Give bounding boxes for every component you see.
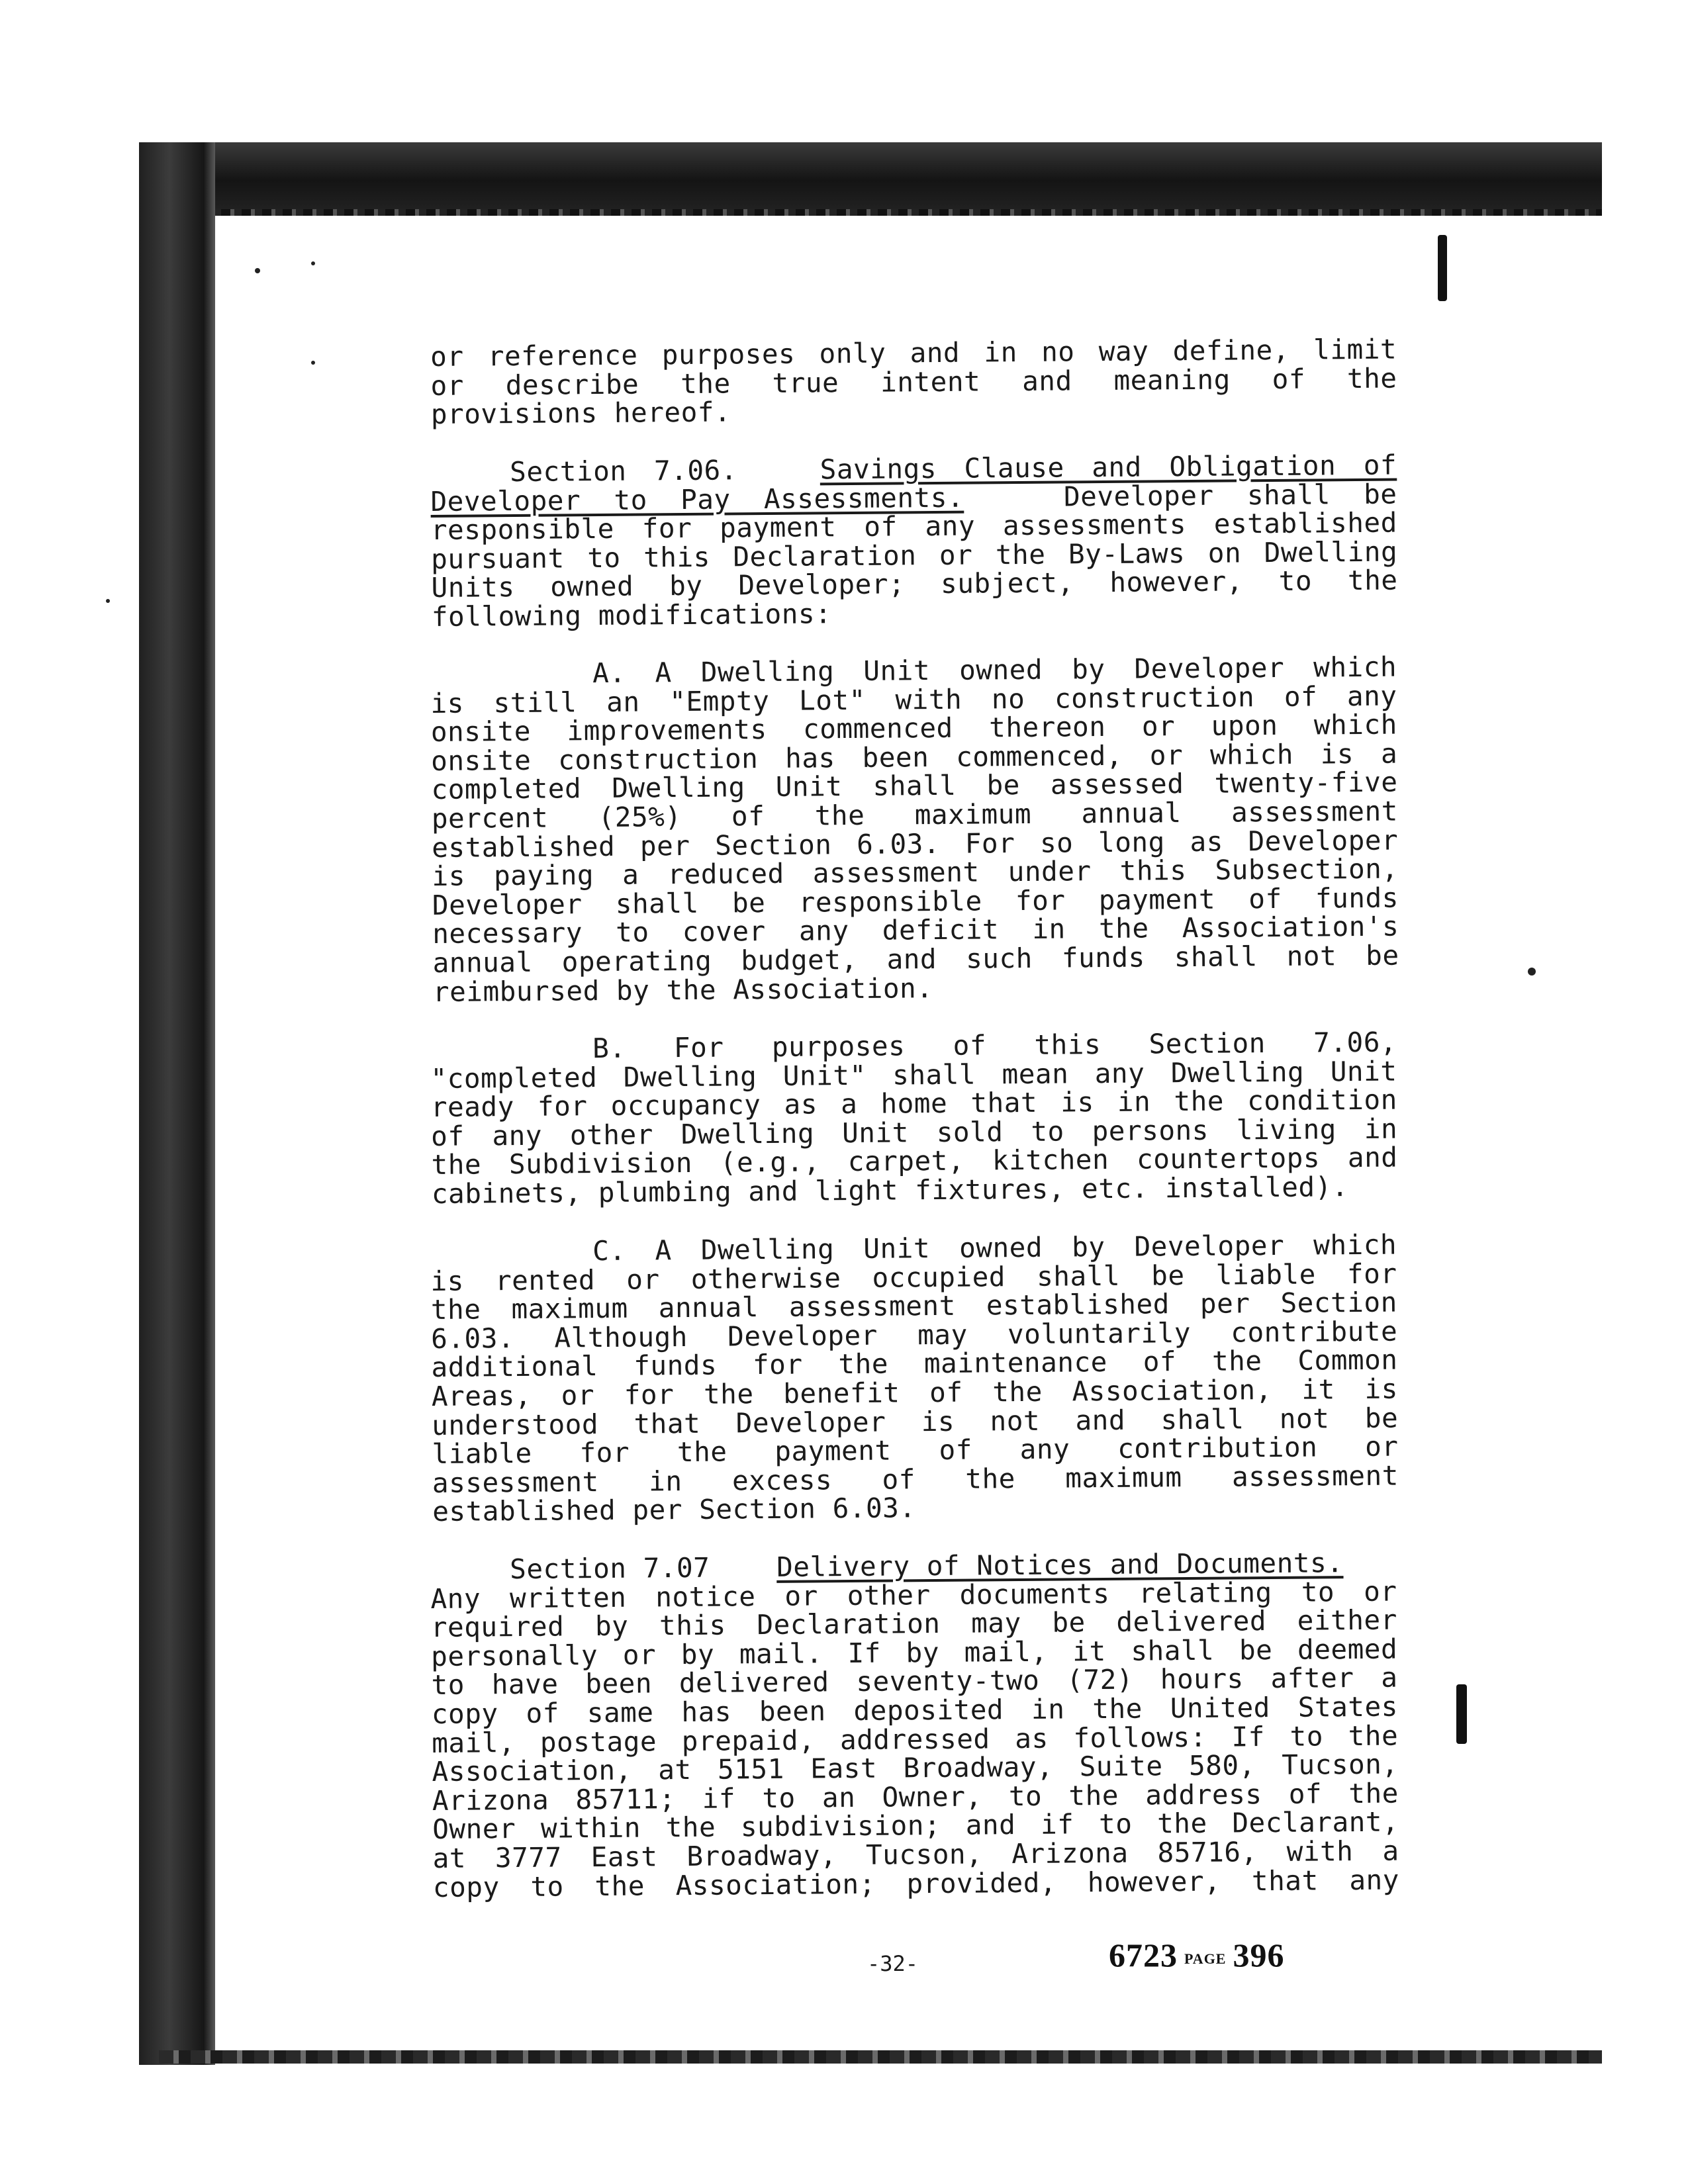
text-line: the maximum annual assessment established per Section	[430, 1286, 1397, 1326]
text-line: at 3777 East Broadway, Tucson, Arizona 85716, with a	[432, 1835, 1399, 1874]
text-line: percent (25%) of the maximum annual assessment	[431, 795, 1399, 835]
text-line: is paying a reduced assessment under this Subsection,	[432, 853, 1399, 893]
document-body	[430, 333, 1400, 1903]
text-line: liable for the payment of any contribution or	[432, 1430, 1399, 1471]
scan-speck	[255, 268, 260, 273]
text-line: following modifications:	[431, 597, 832, 633]
scan-speck	[311, 261, 315, 265]
page-number: -32-	[867, 1951, 919, 1976]
scan-speck	[106, 599, 110, 603]
text-line: copy to the Association; provided, however, that any	[432, 1864, 1400, 1903]
book-page-word: PAGE	[1184, 1950, 1227, 1967]
text-line: additional funds for the maintenance of the Common	[431, 1343, 1398, 1384]
text-line: of any other Dwelling Unit sold to persons living in	[431, 1113, 1398, 1153]
text-line: "completed Dwelling Unit" shall mean any Dwelling Unit	[430, 1055, 1397, 1095]
text-line: C. A Dwelling Unit owned by Developer which	[592, 1228, 1397, 1267]
section-heading: Developer to Pay Assessments.	[430, 481, 964, 518]
text-line: copy of same has been deposited in the United States	[431, 1690, 1399, 1730]
text-line: Developer to Pay Assessments. Developer shall be	[430, 477, 1397, 518]
text-line: responsible for payment of any assessments established	[430, 506, 1397, 546]
subsection-a	[430, 653, 1399, 1007]
scan-border-top	[139, 142, 1602, 212]
subsection-b	[430, 1028, 1398, 1209]
book-page-number: 396	[1233, 1936, 1285, 1974]
text-line: or describe the true intent and meaning of the	[430, 362, 1397, 402]
text-line: annual operating budget, and such funds shall not be	[432, 939, 1399, 979]
scan-speck	[311, 361, 315, 365]
section-heading: Savings Clause and Obligation of	[820, 449, 1397, 486]
text-line: provisions hereof.	[430, 396, 731, 431]
text-line: assessment in excess of the maximum assessment	[432, 1459, 1399, 1499]
section-7-07	[430, 1549, 1399, 1903]
text-line: onsite construction has been commenced, or which is a	[431, 737, 1398, 778]
text-line: Association, at 5151 East Broadway, Suite 580, Tucson,	[432, 1748, 1399, 1788]
text-line: is rented or otherwise occupied shall be liable for	[430, 1257, 1397, 1297]
scan-speck	[1528, 968, 1536, 976]
margin-mark	[1438, 235, 1447, 301]
scan-border-left	[139, 142, 215, 2065]
text-line: Units owned by Developer; subject, however, to the	[431, 564, 1398, 604]
recording-book-stamp	[1109, 1936, 1284, 1974]
text-line: cabinets, plumbing and light fixtures, etc. installed).	[431, 1171, 1349, 1210]
text-line: 6.03. Although Developer may voluntarily contribute	[431, 1315, 1398, 1355]
text-line: or reference purposes only and in no way define, limit	[430, 333, 1397, 373]
section-label: Section 7.07	[509, 1551, 710, 1586]
margin-mark	[1456, 1684, 1467, 1744]
subsection-c	[430, 1228, 1399, 1528]
text-line: to have been delivered seventy-two (72) hours after a	[431, 1661, 1398, 1702]
text-line: ready for occupancy as a home that is in the condition	[430, 1084, 1397, 1124]
text-line: mail, postage prepaid, addressed as follows: If to the	[432, 1719, 1399, 1759]
scan-border-bottom	[159, 2050, 1602, 2064]
section-label: Section 7.06.	[509, 454, 738, 488]
text-line: Developer shall be responsible for payment of funds	[432, 882, 1399, 922]
text-line: required by this Declaration may be delivered either	[430, 1604, 1397, 1644]
text-line: is still an "Empty Lot" with no construction of any	[430, 680, 1397, 719]
text-line: reimbursed by the Association.	[432, 972, 933, 1008]
section-7-06	[430, 451, 1398, 631]
text-line: pursuant to this Declaration or the By-Laws on Dwelling	[431, 535, 1398, 575]
text-line: Owner within the subdivision; and if to the Declarant,	[432, 1805, 1399, 1846]
text-line: the Subdivision (e.g., carpet, kitchen countertops and	[431, 1142, 1398, 1181]
text-line: personally or by mail. If by mail, it shall be deemed	[431, 1633, 1398, 1672]
text-line: A. A Dwelling Unit owned by Developer which	[592, 651, 1397, 690]
text-line: necessary to cover any deficit in the Association's	[432, 911, 1399, 950]
text-line: Any written notice or other documents relating to or	[430, 1575, 1397, 1615]
text-line: understood that Developer is not and shall not be	[432, 1402, 1399, 1441]
text-line: B. For purposes of this Section 7.06,	[592, 1026, 1397, 1065]
text-line: completed Dwelling Unit shall be assessed twenty-five	[431, 766, 1398, 806]
text-line: Arizona 85711; if to an Owner, to the address of the	[432, 1777, 1399, 1817]
text-line: Areas, or for the benefit of the Association, it is	[431, 1373, 1399, 1412]
text-line: established per Section 6.03. For so long as Developer	[432, 824, 1399, 864]
book-number: 6723	[1109, 1936, 1178, 1974]
text-line: onsite improvements commenced thereon or upon which	[430, 709, 1397, 749]
section-heading: Delivery of Notices and Documents.	[776, 1547, 1344, 1583]
text-line: established per Section 6.03.	[432, 1492, 916, 1528]
paragraph-intro	[430, 333, 1397, 431]
